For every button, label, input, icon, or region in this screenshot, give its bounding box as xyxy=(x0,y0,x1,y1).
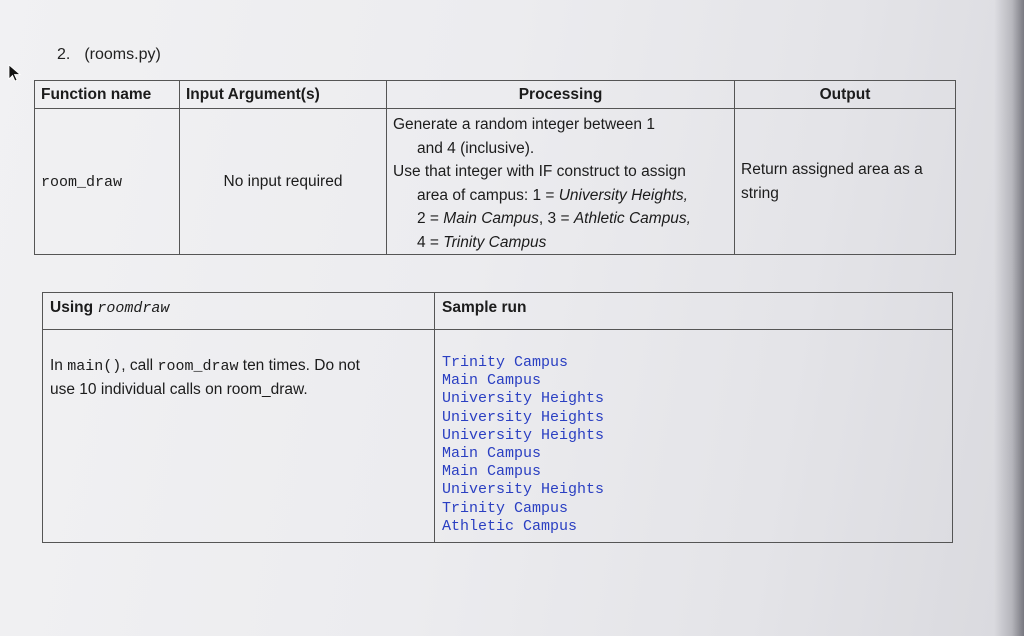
usage-header-code: roomdraw xyxy=(97,300,170,317)
sample-run-line: Trinity Campus xyxy=(442,499,569,517)
output-line-2: string xyxy=(741,184,779,202)
instruction-code-room-draw: room_draw xyxy=(157,358,239,375)
sample-run-line: Main Campus xyxy=(442,372,542,390)
header-processing: Processing xyxy=(387,81,735,109)
processing-main-campus: Main Campus xyxy=(443,210,539,227)
function-spec-table xyxy=(34,80,956,255)
sample-run-line: University Heights xyxy=(442,408,605,426)
header-output: Output xyxy=(735,81,956,109)
sample-run-line: Main Campus xyxy=(442,463,542,481)
function-name-code: room_draw xyxy=(41,173,123,191)
instruction-part-3: ten times. Do not xyxy=(238,357,360,374)
sample-run-line: Main Campus xyxy=(442,445,542,463)
instruction-part-1: In xyxy=(50,357,68,374)
processing-line-2: and 4 (inclusive). xyxy=(417,139,535,157)
question-filename: (rooms.py) xyxy=(84,46,161,63)
usage-left-header xyxy=(43,293,435,330)
processing-line-1: Generate a random integer between 1 xyxy=(393,116,655,133)
screen-edge-shadow xyxy=(994,0,1024,636)
usage-header-row xyxy=(43,293,953,330)
sample-run-line: University Heights xyxy=(442,426,605,444)
cell-function-name xyxy=(35,109,180,255)
processing-line-6 xyxy=(393,231,728,255)
question-title xyxy=(57,46,175,64)
sample-run-line: Athletic Campus xyxy=(442,517,578,535)
cell-processing xyxy=(387,109,735,255)
sample-run-line: University Heights xyxy=(442,390,605,408)
instruction-text xyxy=(50,354,427,401)
sample-run-line: Trinity Campus xyxy=(442,354,569,371)
sample-run-cell xyxy=(435,330,953,543)
processing-line-5-text: 2 = xyxy=(417,210,444,227)
usage-header-prefix: Using xyxy=(50,299,98,316)
header-function-name: Function name xyxy=(35,81,180,109)
usage-right-header: Sample run xyxy=(435,293,953,330)
cell-input-arguments: No input required xyxy=(180,109,387,255)
cell-output xyxy=(735,109,956,255)
output-line-1: Return assigned area as a xyxy=(741,161,923,178)
instruction-part-2: , call xyxy=(121,357,158,374)
spec-header-row xyxy=(35,81,956,109)
processing-athletic-campus: Athletic Campus, xyxy=(573,210,691,227)
sample-run-line: University Heights xyxy=(442,481,605,499)
instruction-code-main: main() xyxy=(67,358,122,375)
spec-row xyxy=(35,109,956,255)
mouse-pointer-icon xyxy=(8,64,22,82)
processing-line-4-text: area of campus: 1 = xyxy=(417,186,559,204)
usage-instruction-cell xyxy=(43,330,435,543)
processing-line-3: Use that integer with IF construct to assign xyxy=(393,163,686,180)
processing-line-6-text: 4 = xyxy=(417,233,444,251)
usage-body-row xyxy=(43,330,953,543)
usage-table xyxy=(42,292,953,543)
question-number: 2. xyxy=(57,46,71,63)
instruction-line-2: use 10 individual calls on room_draw. xyxy=(50,381,308,398)
processing-line-5 xyxy=(393,207,728,231)
processing-trinity-campus: Trinity Campus xyxy=(443,233,547,251)
processing-university-heights: University Heights, xyxy=(558,186,688,204)
header-input-arguments: Input Argument(s) xyxy=(180,81,387,109)
sample-run-output xyxy=(442,354,945,536)
processing-line-5-mid: , 3 = xyxy=(538,210,574,227)
processing-line-4 xyxy=(393,184,728,208)
